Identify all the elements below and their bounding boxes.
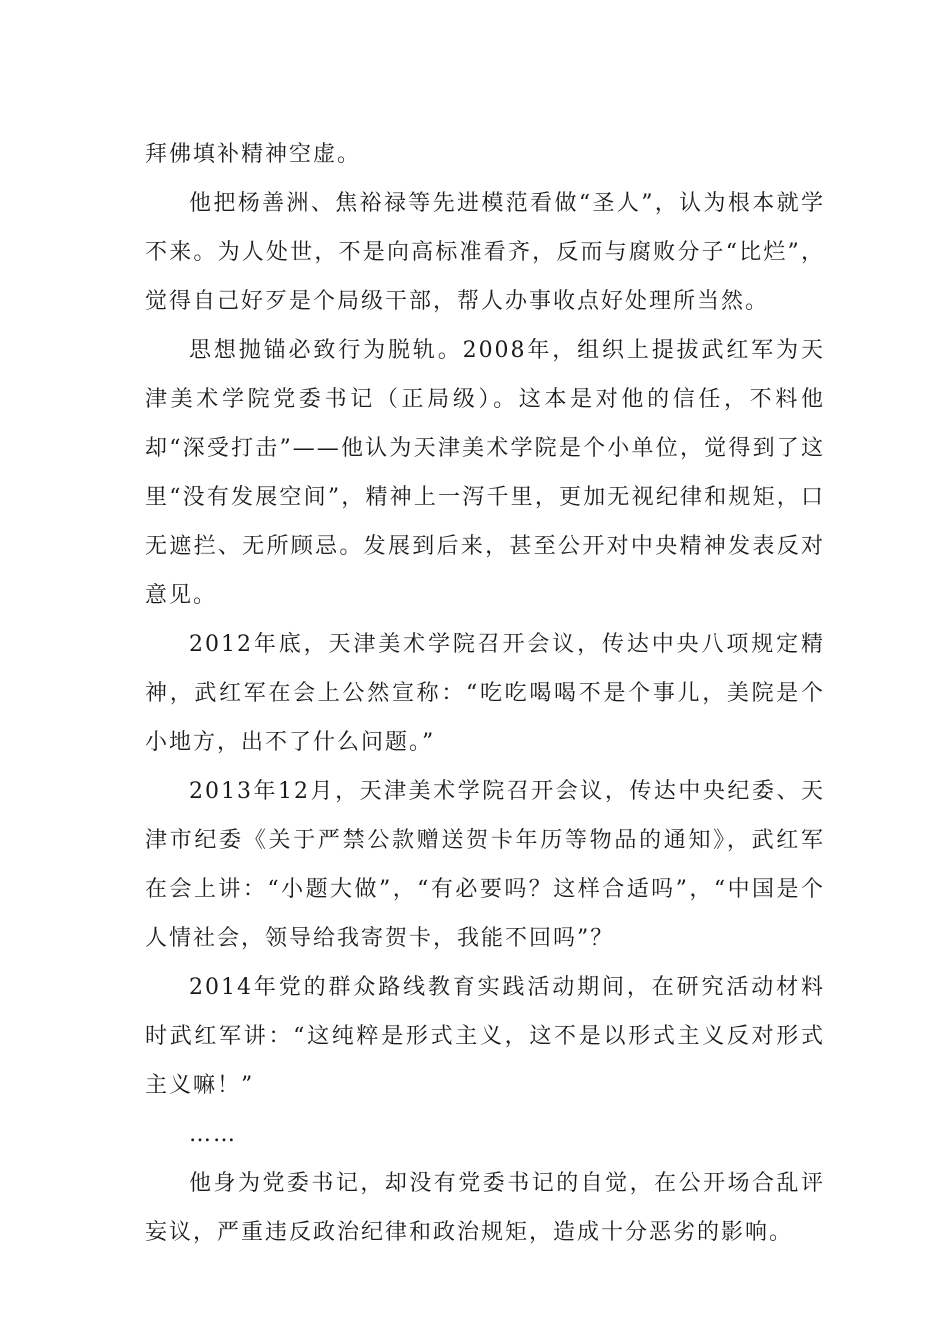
paragraph: 2013年12月，天津美术学院召开会议，传达中央纪委、天津市纪委《关于严禁公款赠送贺卡年历等物品的通知》，武红军在会上讲：“小题大做”，“有必要吗？这样合适吗”，“中国是个人情社会，领导给我寄贺卡，我能不回吗”？ — [145, 779, 825, 951]
paragraph: 思想抛锚必致行为脱轨。2008年，组织上提拔武红军为天津美术学院党委书记（正局级）。这本是对他的信任，不料他却“深受打击”——他认为天津美术学院是个小单位，觉得到了这里“没有发展空间”，精神上一泻千里，更加无视纪律和规矩，口无遮拦、无所顾忌。发展到后来，甚至公开对中央精神发表反对意见。 — [145, 338, 825, 608]
paragraph: 他把杨善洲、焦裕禄等先进模范看做“圣人”，认为根本就学不来。为人处世，不是向高标准看齐，反而与腐败分子“比烂”，觉得自己好歹是个局级干部，帮人办事收点好处理所当然。 — [145, 191, 825, 314]
ellipsis-paragraph: …… — [189, 1122, 237, 1147]
paragraph: 2014年党的群众路线教育实践活动期间，在研究活动材料时武红军讲：“这纯粹是形式主义，这不是以形式主义反对形式主义嘛！” — [145, 975, 825, 1098]
document-body — [145, 130, 825, 1257]
paragraph-continuation: 拜佛填补精神空虚。 — [145, 142, 362, 167]
paragraph: 2012年底，天津美术学院召开会议，传达中央八项规定精神，武红军在会上公然宣称：“吃吃喝喝不是个事儿，美院是个小地方，出不了什么问题。” — [145, 632, 825, 755]
paragraph: 他身为党委书记，却没有党委书记的自觉，在公开场合乱评妄议，严重违反政治纪律和政治规矩，造成十分恶劣的影响。 — [145, 1171, 825, 1245]
